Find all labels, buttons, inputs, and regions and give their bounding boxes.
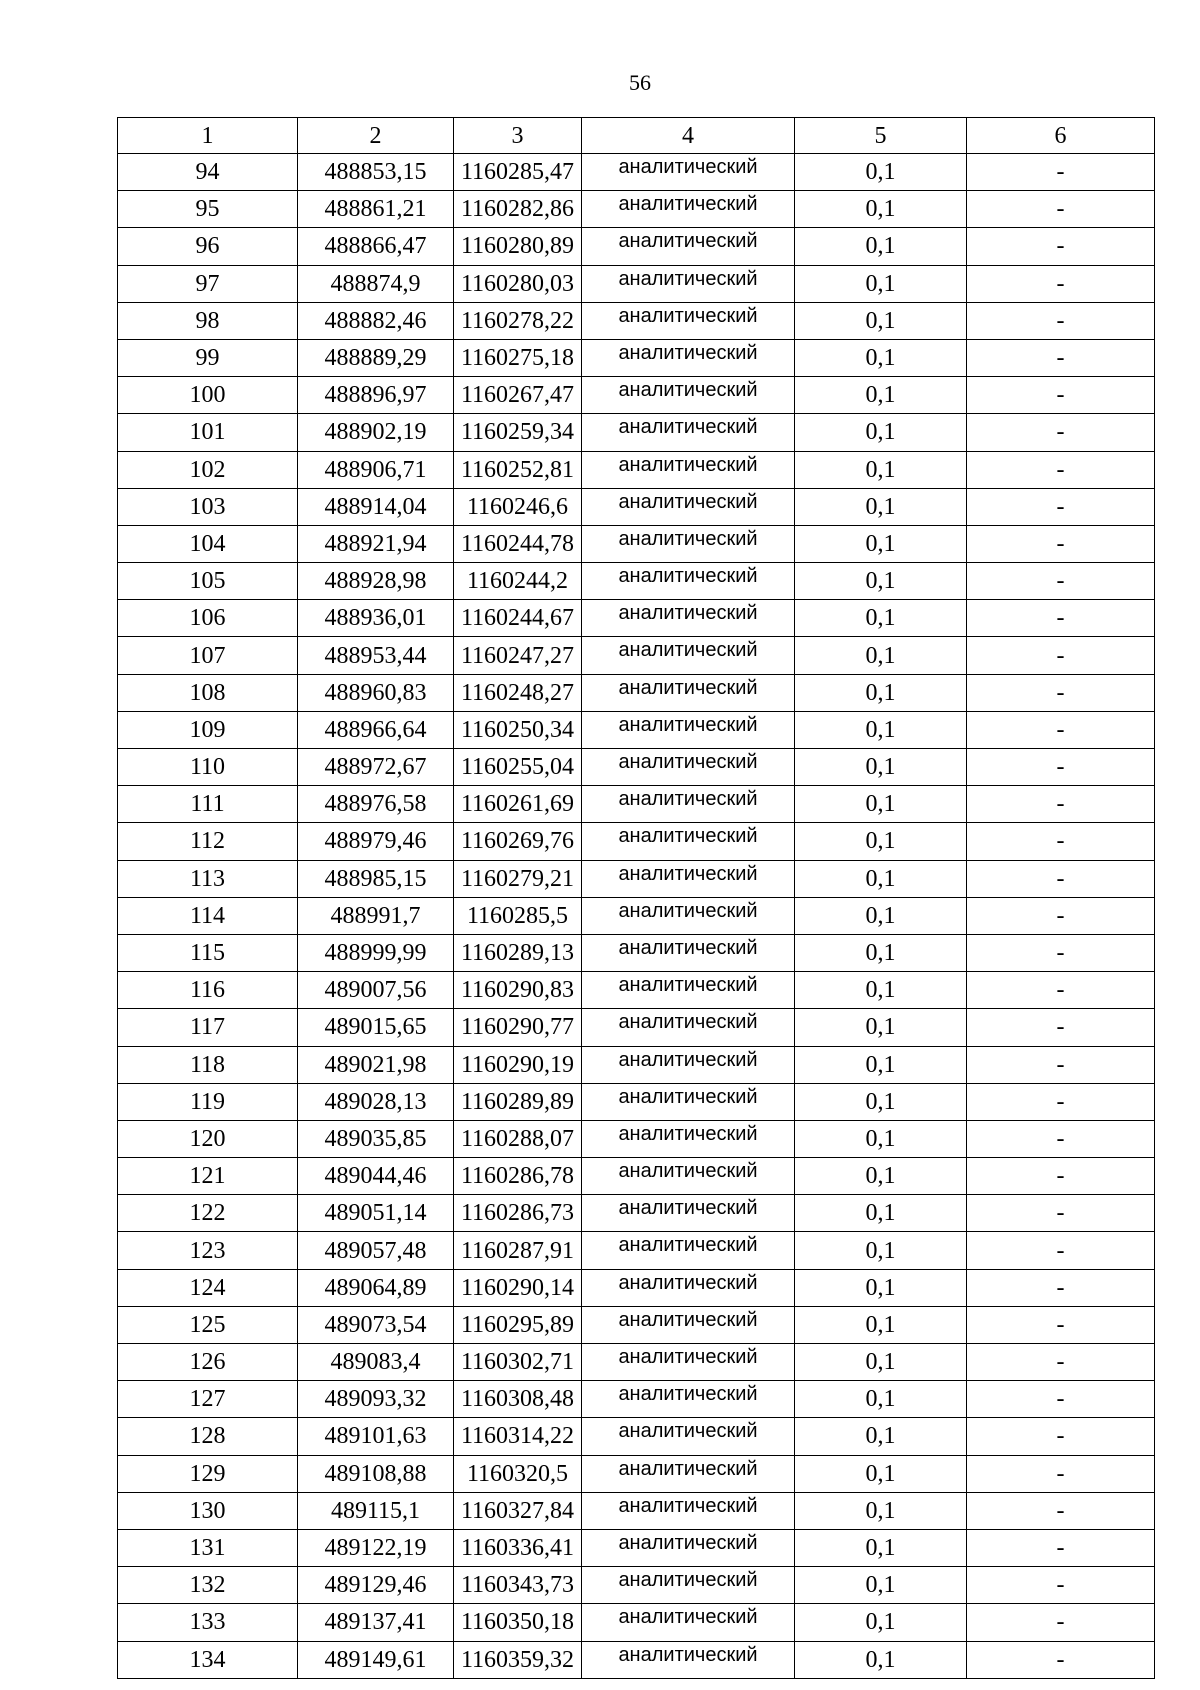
accuracy-cell: 0,1 <box>795 228 967 265</box>
x-coordinate-cell: 488999,99 <box>298 934 454 971</box>
point-number-cell: 111 <box>118 786 298 823</box>
description-cell: - <box>967 934 1155 971</box>
accuracy-cell: 0,1 <box>795 1083 967 1120</box>
y-coordinate-cell: 1160246,6 <box>454 488 582 525</box>
description-cell: - <box>967 525 1155 562</box>
x-coordinate-cell: 488906,71 <box>298 451 454 488</box>
accuracy-cell: 0,1 <box>795 265 967 302</box>
x-coordinate-cell: 488991,7 <box>298 897 454 934</box>
method-cell: аналитический <box>582 563 795 600</box>
y-coordinate-cell: 1160286,78 <box>454 1158 582 1195</box>
description-cell: - <box>967 786 1155 823</box>
point-number-cell: 116 <box>118 972 298 1009</box>
x-coordinate-cell: 488861,21 <box>298 191 454 228</box>
x-coordinate-cell: 489035,85 <box>298 1120 454 1157</box>
header-cell: 1 <box>118 118 298 154</box>
y-coordinate-cell: 1160255,04 <box>454 749 582 786</box>
y-coordinate-cell: 1160359,32 <box>454 1641 582 1678</box>
method-cell: аналитический <box>582 414 795 451</box>
table-row <box>118 823 1155 860</box>
description-cell: - <box>967 711 1155 748</box>
point-number-cell: 122 <box>118 1195 298 1232</box>
x-coordinate-cell: 488972,67 <box>298 749 454 786</box>
point-number-cell: 106 <box>118 600 298 637</box>
table-row <box>118 972 1155 1009</box>
x-coordinate-cell: 489149,61 <box>298 1641 454 1678</box>
table-row <box>118 1381 1155 1418</box>
method-cell: аналитический <box>582 1418 795 1455</box>
point-number-cell: 101 <box>118 414 298 451</box>
point-number-cell: 130 <box>118 1492 298 1529</box>
point-number-cell: 132 <box>118 1567 298 1604</box>
table-row <box>118 711 1155 748</box>
x-coordinate-cell: 488853,15 <box>298 154 454 191</box>
accuracy-cell: 0,1 <box>795 897 967 934</box>
method-cell: аналитический <box>582 674 795 711</box>
description-cell: - <box>967 154 1155 191</box>
point-number-cell: 115 <box>118 934 298 971</box>
y-coordinate-cell: 1160343,73 <box>454 1567 582 1604</box>
accuracy-cell: 0,1 <box>795 1567 967 1604</box>
accuracy-cell: 0,1 <box>795 563 967 600</box>
x-coordinate-cell: 488985,15 <box>298 860 454 897</box>
method-cell: аналитический <box>582 377 795 414</box>
y-coordinate-cell: 1160261,69 <box>454 786 582 823</box>
accuracy-cell: 0,1 <box>795 1344 967 1381</box>
method-cell: аналитический <box>582 1232 795 1269</box>
x-coordinate-cell: 488979,46 <box>298 823 454 860</box>
x-coordinate-cell: 488921,94 <box>298 525 454 562</box>
description-cell: - <box>967 1306 1155 1343</box>
header-cell: 3 <box>454 118 582 154</box>
table-row <box>118 414 1155 451</box>
x-coordinate-cell: 488953,44 <box>298 637 454 674</box>
accuracy-cell: 0,1 <box>795 451 967 488</box>
description-cell: - <box>967 1195 1155 1232</box>
accuracy-cell: 0,1 <box>795 637 967 674</box>
table-row <box>118 1046 1155 1083</box>
description-cell: - <box>967 1083 1155 1120</box>
description-cell: - <box>967 339 1155 376</box>
point-number-cell: 112 <box>118 823 298 860</box>
method-cell: аналитический <box>582 1269 795 1306</box>
accuracy-cell: 0,1 <box>795 1269 967 1306</box>
y-coordinate-cell: 1160320,5 <box>454 1455 582 1492</box>
table-row <box>118 1269 1155 1306</box>
x-coordinate-cell: 489007,56 <box>298 972 454 1009</box>
header-cell: 4 <box>582 118 795 154</box>
accuracy-cell: 0,1 <box>795 972 967 1009</box>
accuracy-cell: 0,1 <box>795 525 967 562</box>
y-coordinate-cell: 1160244,67 <box>454 600 582 637</box>
x-coordinate-cell: 489028,13 <box>298 1083 454 1120</box>
x-coordinate-cell: 489015,65 <box>298 1009 454 1046</box>
accuracy-cell: 0,1 <box>795 1455 967 1492</box>
x-coordinate-cell: 488889,29 <box>298 339 454 376</box>
method-cell: аналитический <box>582 265 795 302</box>
method-cell: аналитический <box>582 897 795 934</box>
point-number-cell: 127 <box>118 1381 298 1418</box>
x-coordinate-cell: 489122,19 <box>298 1529 454 1566</box>
method-cell: аналитический <box>582 302 795 339</box>
y-coordinate-cell: 1160295,89 <box>454 1306 582 1343</box>
method-cell: аналитический <box>582 972 795 1009</box>
point-number-cell: 94 <box>118 154 298 191</box>
point-number-cell: 129 <box>118 1455 298 1492</box>
table-row <box>118 1604 1155 1641</box>
point-number-cell: 95 <box>118 191 298 228</box>
table-row <box>118 191 1155 228</box>
header-cell: 5 <box>795 118 967 154</box>
table-row <box>118 1418 1155 1455</box>
accuracy-cell: 0,1 <box>795 1009 967 1046</box>
point-number-cell: 97 <box>118 265 298 302</box>
method-cell: аналитический <box>582 488 795 525</box>
description-cell: - <box>967 414 1155 451</box>
point-number-cell: 108 <box>118 674 298 711</box>
y-coordinate-cell: 1160308,48 <box>454 1381 582 1418</box>
method-cell: аналитический <box>582 860 795 897</box>
y-coordinate-cell: 1160252,81 <box>454 451 582 488</box>
description-cell: - <box>967 1567 1155 1604</box>
description-cell: - <box>967 600 1155 637</box>
method-cell: аналитический <box>582 1083 795 1120</box>
table-row <box>118 934 1155 971</box>
point-number-cell: 134 <box>118 1641 298 1678</box>
table-body <box>118 118 1155 1679</box>
x-coordinate-cell: 488960,83 <box>298 674 454 711</box>
table-row <box>118 749 1155 786</box>
y-coordinate-cell: 1160269,76 <box>454 823 582 860</box>
method-cell: аналитический <box>582 525 795 562</box>
table-row <box>118 1641 1155 1678</box>
y-coordinate-cell: 1160250,34 <box>454 711 582 748</box>
point-number-cell: 100 <box>118 377 298 414</box>
x-coordinate-cell: 489093,32 <box>298 1381 454 1418</box>
accuracy-cell: 0,1 <box>795 302 967 339</box>
x-coordinate-cell: 488976,58 <box>298 786 454 823</box>
table-row <box>118 1195 1155 1232</box>
table-row <box>118 1083 1155 1120</box>
y-coordinate-cell: 1160275,18 <box>454 339 582 376</box>
accuracy-cell: 0,1 <box>795 1641 967 1678</box>
point-number-cell: 103 <box>118 488 298 525</box>
y-coordinate-cell: 1160290,77 <box>454 1009 582 1046</box>
method-cell: аналитический <box>582 934 795 971</box>
y-coordinate-cell: 1160350,18 <box>454 1604 582 1641</box>
point-number-cell: 133 <box>118 1604 298 1641</box>
x-coordinate-cell: 488936,01 <box>298 600 454 637</box>
point-number-cell: 118 <box>118 1046 298 1083</box>
x-coordinate-cell: 488928,98 <box>298 563 454 600</box>
y-coordinate-cell: 1160244,78 <box>454 525 582 562</box>
accuracy-cell: 0,1 <box>795 191 967 228</box>
method-cell: аналитический <box>582 786 795 823</box>
point-number-cell: 123 <box>118 1232 298 1269</box>
description-cell: - <box>967 488 1155 525</box>
method-cell: аналитический <box>582 154 795 191</box>
method-cell: аналитический <box>582 637 795 674</box>
point-number-cell: 105 <box>118 563 298 600</box>
description-cell: - <box>967 1009 1155 1046</box>
point-number-cell: 125 <box>118 1306 298 1343</box>
description-cell: - <box>967 563 1155 600</box>
table-row <box>118 302 1155 339</box>
point-number-cell: 98 <box>118 302 298 339</box>
point-number-cell: 119 <box>118 1083 298 1120</box>
description-cell: - <box>967 265 1155 302</box>
accuracy-cell: 0,1 <box>795 786 967 823</box>
accuracy-cell: 0,1 <box>795 1306 967 1343</box>
description-cell: - <box>967 1604 1155 1641</box>
y-coordinate-cell: 1160282,86 <box>454 191 582 228</box>
method-cell: аналитический <box>582 339 795 376</box>
point-number-cell: 113 <box>118 860 298 897</box>
accuracy-cell: 0,1 <box>795 1232 967 1269</box>
point-number-cell: 124 <box>118 1269 298 1306</box>
x-coordinate-cell: 489057,48 <box>298 1232 454 1269</box>
point-number-cell: 102 <box>118 451 298 488</box>
x-coordinate-cell: 489073,54 <box>298 1306 454 1343</box>
point-number-cell: 128 <box>118 1418 298 1455</box>
x-coordinate-cell: 488914,04 <box>298 488 454 525</box>
x-coordinate-cell: 489044,46 <box>298 1158 454 1195</box>
description-cell: - <box>967 1158 1155 1195</box>
point-number-cell: 117 <box>118 1009 298 1046</box>
accuracy-cell: 0,1 <box>795 377 967 414</box>
description-cell: - <box>967 1641 1155 1678</box>
y-coordinate-cell: 1160290,14 <box>454 1269 582 1306</box>
description-cell: - <box>967 1418 1155 1455</box>
accuracy-cell: 0,1 <box>795 1492 967 1529</box>
method-cell: аналитический <box>582 1195 795 1232</box>
method-cell: аналитический <box>582 1455 795 1492</box>
y-coordinate-cell: 1160327,84 <box>454 1492 582 1529</box>
description-cell: - <box>967 302 1155 339</box>
accuracy-cell: 0,1 <box>795 711 967 748</box>
table-row <box>118 1455 1155 1492</box>
method-cell: аналитический <box>582 1641 795 1678</box>
y-coordinate-cell: 1160290,83 <box>454 972 582 1009</box>
y-coordinate-cell: 1160285,5 <box>454 897 582 934</box>
accuracy-cell: 0,1 <box>795 860 967 897</box>
table-header-row <box>118 118 1155 154</box>
method-cell: аналитический <box>582 1158 795 1195</box>
table-row <box>118 228 1155 265</box>
description-cell: - <box>967 860 1155 897</box>
y-coordinate-cell: 1160336,41 <box>454 1529 582 1566</box>
method-cell: аналитический <box>582 1492 795 1529</box>
point-number-cell: 110 <box>118 749 298 786</box>
description-cell: - <box>967 1492 1155 1529</box>
page-number: 56 <box>629 70 651 95</box>
table-row <box>118 1232 1155 1269</box>
accuracy-cell: 0,1 <box>795 488 967 525</box>
y-coordinate-cell: 1160290,19 <box>454 1046 582 1083</box>
point-number-cell: 121 <box>118 1158 298 1195</box>
y-coordinate-cell: 1160288,07 <box>454 1120 582 1157</box>
x-coordinate-cell: 489137,41 <box>298 1604 454 1641</box>
description-cell: - <box>967 674 1155 711</box>
y-coordinate-cell: 1160289,89 <box>454 1083 582 1120</box>
method-cell: аналитический <box>582 823 795 860</box>
description-cell: - <box>967 637 1155 674</box>
header-cell: 2 <box>298 118 454 154</box>
method-cell: аналитический <box>582 1009 795 1046</box>
description-cell: - <box>967 228 1155 265</box>
method-cell: аналитический <box>582 1567 795 1604</box>
description-cell: - <box>967 1381 1155 1418</box>
header-cell: 6 <box>967 118 1155 154</box>
table-row <box>118 1009 1155 1046</box>
method-cell: аналитический <box>582 600 795 637</box>
description-cell: - <box>967 1120 1155 1157</box>
table-row <box>118 897 1155 934</box>
x-coordinate-cell: 489129,46 <box>298 1567 454 1604</box>
accuracy-cell: 0,1 <box>795 1604 967 1641</box>
description-cell: - <box>967 451 1155 488</box>
y-coordinate-cell: 1160267,47 <box>454 377 582 414</box>
x-coordinate-cell: 488902,19 <box>298 414 454 451</box>
method-cell: аналитический <box>582 1529 795 1566</box>
method-cell: аналитический <box>582 191 795 228</box>
table-row <box>118 154 1155 191</box>
table-row <box>118 1120 1155 1157</box>
y-coordinate-cell: 1160285,47 <box>454 154 582 191</box>
table-row <box>118 637 1155 674</box>
point-number-cell: 120 <box>118 1120 298 1157</box>
table-row <box>118 488 1155 525</box>
method-cell: аналитический <box>582 1046 795 1083</box>
table-row <box>118 674 1155 711</box>
description-cell: - <box>967 972 1155 1009</box>
method-cell: аналитический <box>582 1306 795 1343</box>
point-number-cell: 114 <box>118 897 298 934</box>
description-cell: - <box>967 1046 1155 1083</box>
table-row <box>118 265 1155 302</box>
description-cell: - <box>967 191 1155 228</box>
point-number-cell: 131 <box>118 1529 298 1566</box>
accuracy-cell: 0,1 <box>795 1195 967 1232</box>
x-coordinate-cell: 488874,9 <box>298 265 454 302</box>
table-row <box>118 1567 1155 1604</box>
y-coordinate-cell: 1160259,34 <box>454 414 582 451</box>
point-number-cell: 109 <box>118 711 298 748</box>
x-coordinate-cell: 489021,98 <box>298 1046 454 1083</box>
description-cell: - <box>967 897 1155 934</box>
accuracy-cell: 0,1 <box>795 1529 967 1566</box>
x-coordinate-cell: 489083,4 <box>298 1344 454 1381</box>
x-coordinate-cell: 489101,63 <box>298 1418 454 1455</box>
y-coordinate-cell: 1160314,22 <box>454 1418 582 1455</box>
table-row <box>118 600 1155 637</box>
point-number-cell: 107 <box>118 637 298 674</box>
description-cell: - <box>967 1232 1155 1269</box>
accuracy-cell: 0,1 <box>795 1418 967 1455</box>
accuracy-cell: 0,1 <box>795 749 967 786</box>
y-coordinate-cell: 1160280,89 <box>454 228 582 265</box>
table-row <box>118 1306 1155 1343</box>
accuracy-cell: 0,1 <box>795 674 967 711</box>
y-coordinate-cell: 1160286,73 <box>454 1195 582 1232</box>
accuracy-cell: 0,1 <box>795 1120 967 1157</box>
description-cell: - <box>967 1455 1155 1492</box>
table-row <box>118 1158 1155 1195</box>
method-cell: аналитический <box>582 1604 795 1641</box>
method-cell: аналитический <box>582 1381 795 1418</box>
table-row <box>118 1529 1155 1566</box>
y-coordinate-cell: 1160289,13 <box>454 934 582 971</box>
point-number-cell: 99 <box>118 339 298 376</box>
y-coordinate-cell: 1160248,27 <box>454 674 582 711</box>
y-coordinate-cell: 1160302,71 <box>454 1344 582 1381</box>
description-cell: - <box>967 377 1155 414</box>
point-number-cell: 126 <box>118 1344 298 1381</box>
point-number-cell: 104 <box>118 525 298 562</box>
point-number-cell: 96 <box>118 228 298 265</box>
y-coordinate-cell: 1160278,22 <box>454 302 582 339</box>
x-coordinate-cell: 488896,97 <box>298 377 454 414</box>
x-coordinate-cell: 489064,89 <box>298 1269 454 1306</box>
y-coordinate-cell: 1160247,27 <box>454 637 582 674</box>
y-coordinate-cell: 1160280,03 <box>454 265 582 302</box>
description-cell: - <box>967 823 1155 860</box>
table-row <box>118 563 1155 600</box>
accuracy-cell: 0,1 <box>795 339 967 376</box>
table-row <box>118 1344 1155 1381</box>
accuracy-cell: 0,1 <box>795 600 967 637</box>
accuracy-cell: 0,1 <box>795 934 967 971</box>
method-cell: аналитический <box>582 1120 795 1157</box>
accuracy-cell: 0,1 <box>795 823 967 860</box>
description-cell: - <box>967 1269 1155 1306</box>
coordinates-table <box>117 117 1155 1679</box>
x-coordinate-cell: 489108,88 <box>298 1455 454 1492</box>
method-cell: аналитический <box>582 1344 795 1381</box>
x-coordinate-cell: 488882,46 <box>298 302 454 339</box>
table-row <box>118 1492 1155 1529</box>
accuracy-cell: 0,1 <box>795 1046 967 1083</box>
x-coordinate-cell: 488866,47 <box>298 228 454 265</box>
accuracy-cell: 0,1 <box>795 154 967 191</box>
table-row <box>118 525 1155 562</box>
method-cell: аналитический <box>582 749 795 786</box>
y-coordinate-cell: 1160279,21 <box>454 860 582 897</box>
method-cell: аналитический <box>582 228 795 265</box>
method-cell: аналитический <box>582 451 795 488</box>
y-coordinate-cell: 1160244,2 <box>454 563 582 600</box>
method-cell: аналитический <box>582 711 795 748</box>
table-row <box>118 339 1155 376</box>
description-cell: - <box>967 749 1155 786</box>
x-coordinate-cell: 488966,64 <box>298 711 454 748</box>
description-cell: - <box>967 1529 1155 1566</box>
table-row <box>118 786 1155 823</box>
accuracy-cell: 0,1 <box>795 414 967 451</box>
accuracy-cell: 0,1 <box>795 1381 967 1418</box>
y-coordinate-cell: 1160287,91 <box>454 1232 582 1269</box>
description-cell: - <box>967 1344 1155 1381</box>
table-row <box>118 377 1155 414</box>
x-coordinate-cell: 489115,1 <box>298 1492 454 1529</box>
table-row <box>118 860 1155 897</box>
accuracy-cell: 0,1 <box>795 1158 967 1195</box>
x-coordinate-cell: 489051,14 <box>298 1195 454 1232</box>
table-row <box>118 451 1155 488</box>
